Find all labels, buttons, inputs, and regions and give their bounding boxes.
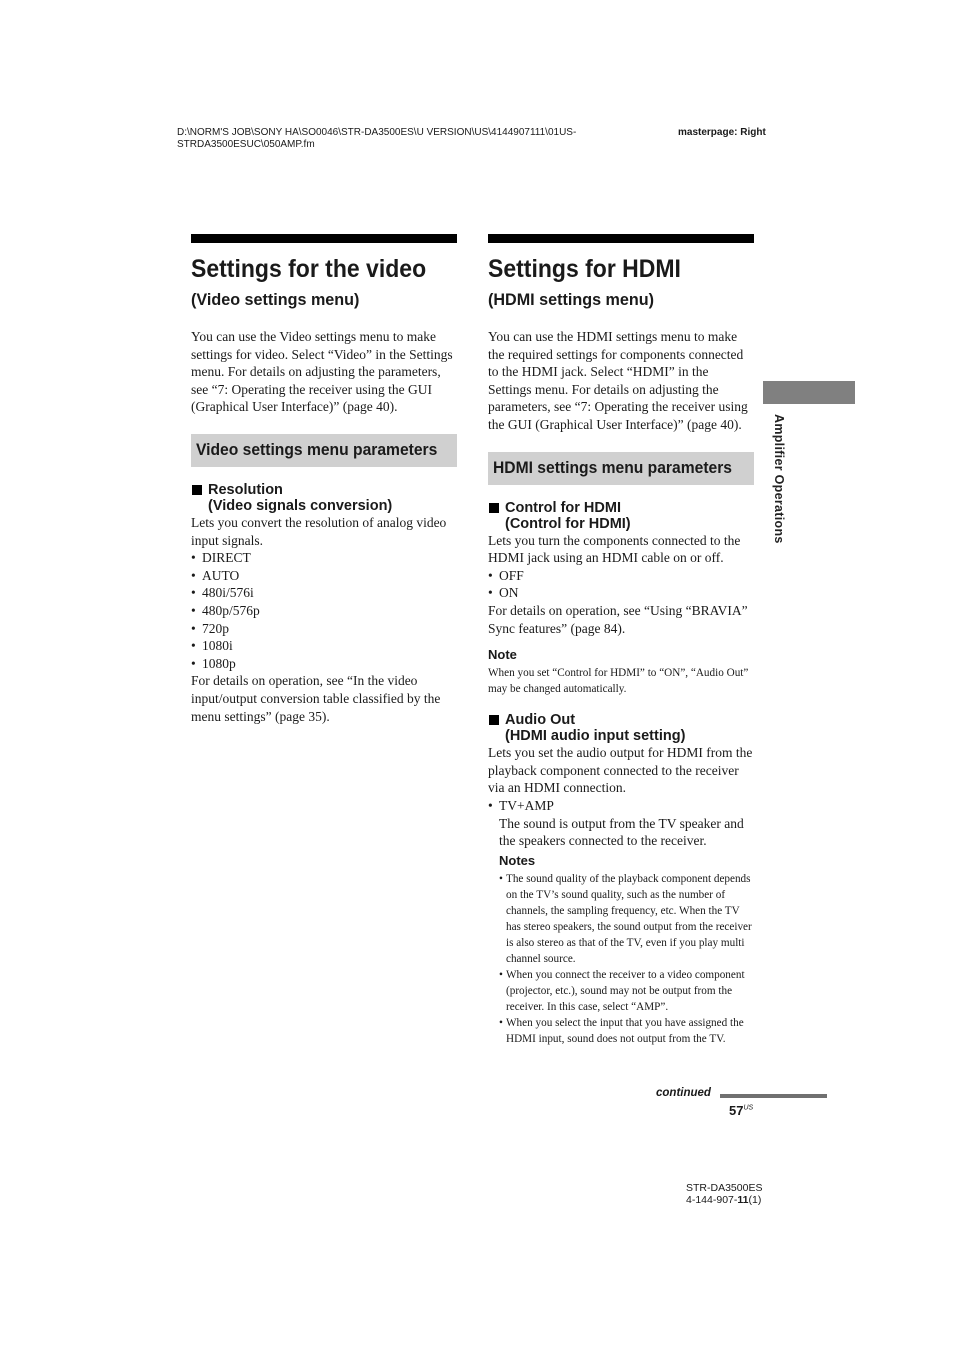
hdmi-parameters-heading: HDMI settings menu parameters <box>493 458 733 478</box>
list-item: • 1080p <box>191 655 457 673</box>
video-intro-paragraph: You can use the Video settings menu to make settings for video. Select “Video” in the Settings menu. For details on adjusting the parameters, see “7: Operating the receiver using the GUI (Graphical User Interface)” (page 40). <box>191 329 453 415</box>
video-parameters-heading-bar <box>191 434 457 467</box>
resolution-description: Lets you convert the resolution of analog video input signals. <box>191 514 447 548</box>
hdmi-section-title: Settings for HDMI <box>488 255 681 283</box>
footer-model: STR-DA3500ES <box>686 1182 763 1194</box>
list-item: • AUTO <box>191 567 457 585</box>
list-item: • TV+AMP <box>488 797 754 815</box>
audio-out-description: Lets you set the audio output for HDMI from the playback component connected to the receiver via an HDMI connection. <box>488 745 753 796</box>
hdmi-section-subtitle: (HDMI settings menu) <box>488 290 654 309</box>
file-path-header <box>177 127 576 151</box>
continued-label: continued <box>656 1087 711 1099</box>
audio-out-heading-line-1: Audio Out <box>505 712 576 729</box>
file-path-line-1: D:\NORM'S JOB\SONY HA\SO0046\STR-DA3500ES\U VERSION\US\4144907111\01US- <box>177 127 577 138</box>
hdmi-settings-column <box>488 234 754 1047</box>
list-item: • 480p/576p <box>191 602 457 620</box>
audio-out-notes-list <box>488 871 754 1047</box>
page-number-suffix: US <box>743 1104 754 1112</box>
file-path-line-2: STRDA3500ESUC\050AMP.fm <box>177 139 315 150</box>
resolution-reference: For details on operation, see “In the video input/output conversion table classified by the menu settings” (page 35). <box>191 673 441 724</box>
control-heading-line-1: Control for HDMI <box>505 499 621 516</box>
side-tab-label: Amplifier Operations <box>772 414 786 544</box>
page-number-value: 57 <box>729 1103 744 1118</box>
video-section-title: Settings for the video <box>191 255 427 283</box>
square-bullet-icon <box>489 503 499 513</box>
video-settings-column <box>191 234 457 725</box>
section-side-tab <box>763 381 855 404</box>
list-item: • 480i/576i <box>191 584 457 602</box>
resolution-heading-line-1: Resolution <box>208 481 283 498</box>
video-parameters-heading: Video settings menu parameters <box>196 440 438 460</box>
resolution-heading <box>191 482 457 514</box>
footer-code <box>686 1194 762 1206</box>
resolution-options-list <box>191 549 457 672</box>
note-item: • The sound quality of the playback component depends on the TV’s sound quality, such as the number of channels, the sampling frequency, etc. When the TV has stereo speakers, the sound output from the receiver is also stereo as that of the TV, even if you play multi channel source. <box>499 871 754 967</box>
hdmi-intro-paragraph: You can use the HDMI settings menu to make the required settings for components connected to the HDMI jack. Select “HDMI” in the Settings menu. For details on adjusting the parameters, see “7: Operating the receiver using the GUI (Graphical User Interface)” (page 40). <box>488 329 748 432</box>
control-for-hdmi-description: Lets you turn the components connected to the HDMI jack using an HDMI cable on or off. <box>488 532 741 566</box>
footer-code-suffix: (1) <box>748 1194 762 1206</box>
note-item: • When you select the input that you have assigned the HDMI input, sound does not output from the TV. <box>499 1015 754 1047</box>
footer-code-bold: 11 <box>737 1194 749 1206</box>
control-reference: For details on operation, see “Using “BRAVIA” Sync features” (page 84). <box>488 602 748 636</box>
section-top-rule <box>488 234 754 243</box>
page-number <box>729 1103 753 1118</box>
notes-heading: Notes <box>499 852 536 868</box>
control-heading-line-2: (Control for HDMI) <box>505 515 631 532</box>
note-item: • When you connect the receiver to a video component (projector, etc.), sound may not be output from the receiver. In this case, select “AMP”. <box>499 967 754 1015</box>
footer-code-prefix: 4-144-907- <box>686 1194 738 1206</box>
audio-out-heading-line-2: (HDMI audio input setting) <box>505 728 686 745</box>
list-item: • DIRECT <box>191 549 457 567</box>
list-item: • ON <box>488 584 754 602</box>
audio-out-options-list <box>488 797 754 815</box>
list-item: • OFF <box>488 567 754 585</box>
video-section-subtitle: (Video settings menu) <box>191 290 360 309</box>
audio-out-heading <box>488 712 754 744</box>
tv-amp-description: The sound is output from the TV speaker and the speakers connected to the receiver. <box>499 815 744 849</box>
note-text: When you set “Control for HDMI” to “ON”, “Audio Out” may be changed automatically. <box>488 667 749 696</box>
masterpage-label: masterpage: Right <box>678 127 766 138</box>
continued-bar <box>720 1094 827 1098</box>
footer-model-info <box>686 1182 762 1206</box>
square-bullet-icon <box>192 485 202 495</box>
hdmi-parameters-heading-bar <box>488 452 754 485</box>
list-item: • 1080i <box>191 637 457 655</box>
list-item: • 720p <box>191 620 457 638</box>
resolution-heading-line-2: (Video signals conversion) <box>208 497 393 514</box>
section-top-rule <box>191 234 457 243</box>
note-heading: Note <box>488 647 517 663</box>
control-for-hdmi-heading <box>488 500 754 532</box>
control-options-list <box>488 567 754 602</box>
square-bullet-icon <box>489 715 499 725</box>
